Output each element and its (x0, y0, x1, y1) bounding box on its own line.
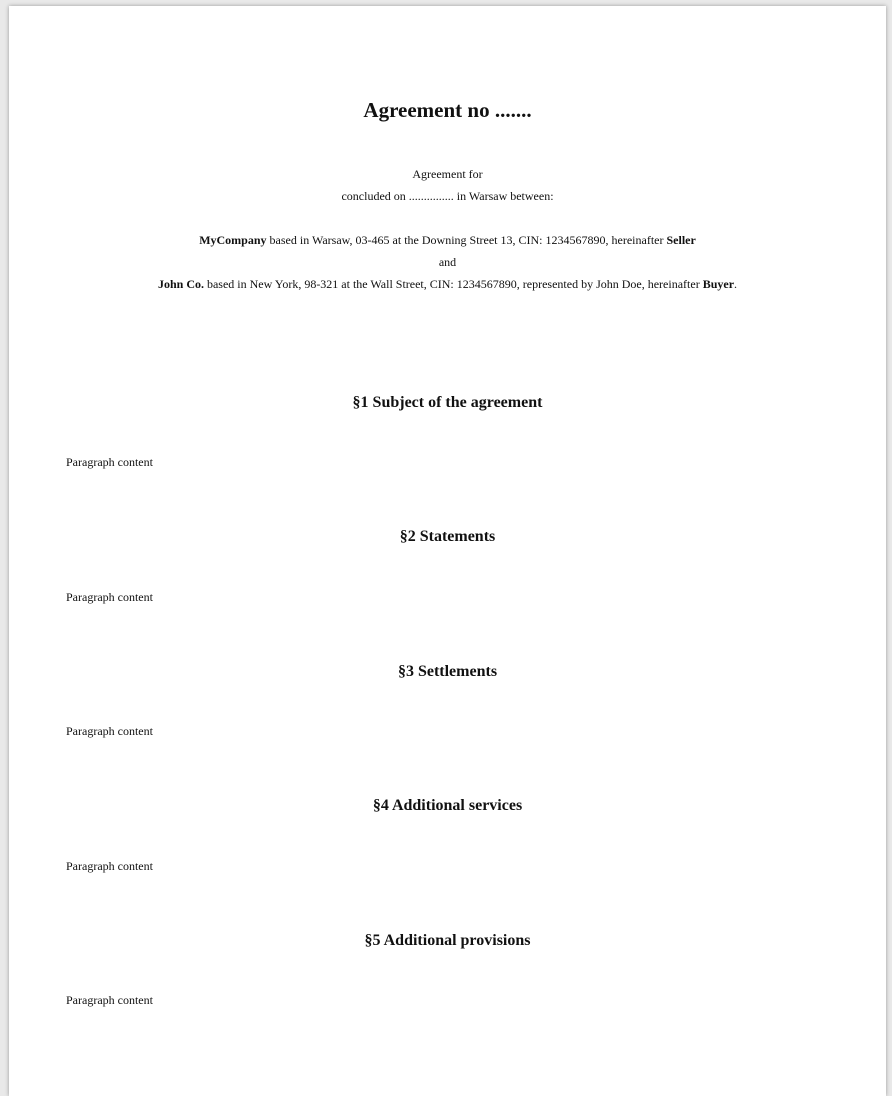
agreement-title: Agreement no ....... (363, 98, 532, 122)
section-heading-5: §5 Additional provisions (364, 932, 531, 949)
seller-name: MyCompany (199, 233, 267, 247)
parties-conjunction: and (438, 255, 457, 269)
seller-details: based in Warsaw, 03-465 at the Downing Street 13, CIN: 1234567890, hereinafter (266, 233, 667, 247)
section-heading-2: §2 Statements (399, 528, 496, 545)
buyer-name: John Co. (157, 277, 204, 291)
section-heading-3: §3 Settlements (397, 663, 498, 680)
seller-line (9, 229, 886, 251)
agreement-intro (9, 163, 886, 207)
section-paragraph-2: Paragraph content (66, 590, 153, 604)
section-paragraph-1: Paragraph content (66, 455, 153, 469)
intro-line-concluded-on: concluded on ............... in Warsaw between: (341, 189, 554, 203)
buyer-role: Buyer (702, 277, 735, 291)
section-paragraph-3: Paragraph content (66, 724, 153, 738)
buyer-line-end: . (734, 277, 738, 291)
section-paragraph-5: Paragraph content (66, 993, 153, 1007)
intro-line-agreement-for: Agreement for (412, 167, 483, 181)
parties-block (9, 229, 886, 295)
buyer-line (9, 273, 886, 295)
section-paragraph-4: Paragraph content (66, 859, 153, 873)
seller-role: Seller (666, 233, 696, 247)
section-heading-1: §1 Subject of the agreement (352, 394, 543, 411)
section-heading-4: §4 Additional services (372, 797, 523, 814)
document-page (9, 6, 886, 1096)
buyer-details: based in New York, 98-321 at the Wall Street, CIN: 1234567890, represented by John Doe, hereinafter (203, 277, 703, 291)
